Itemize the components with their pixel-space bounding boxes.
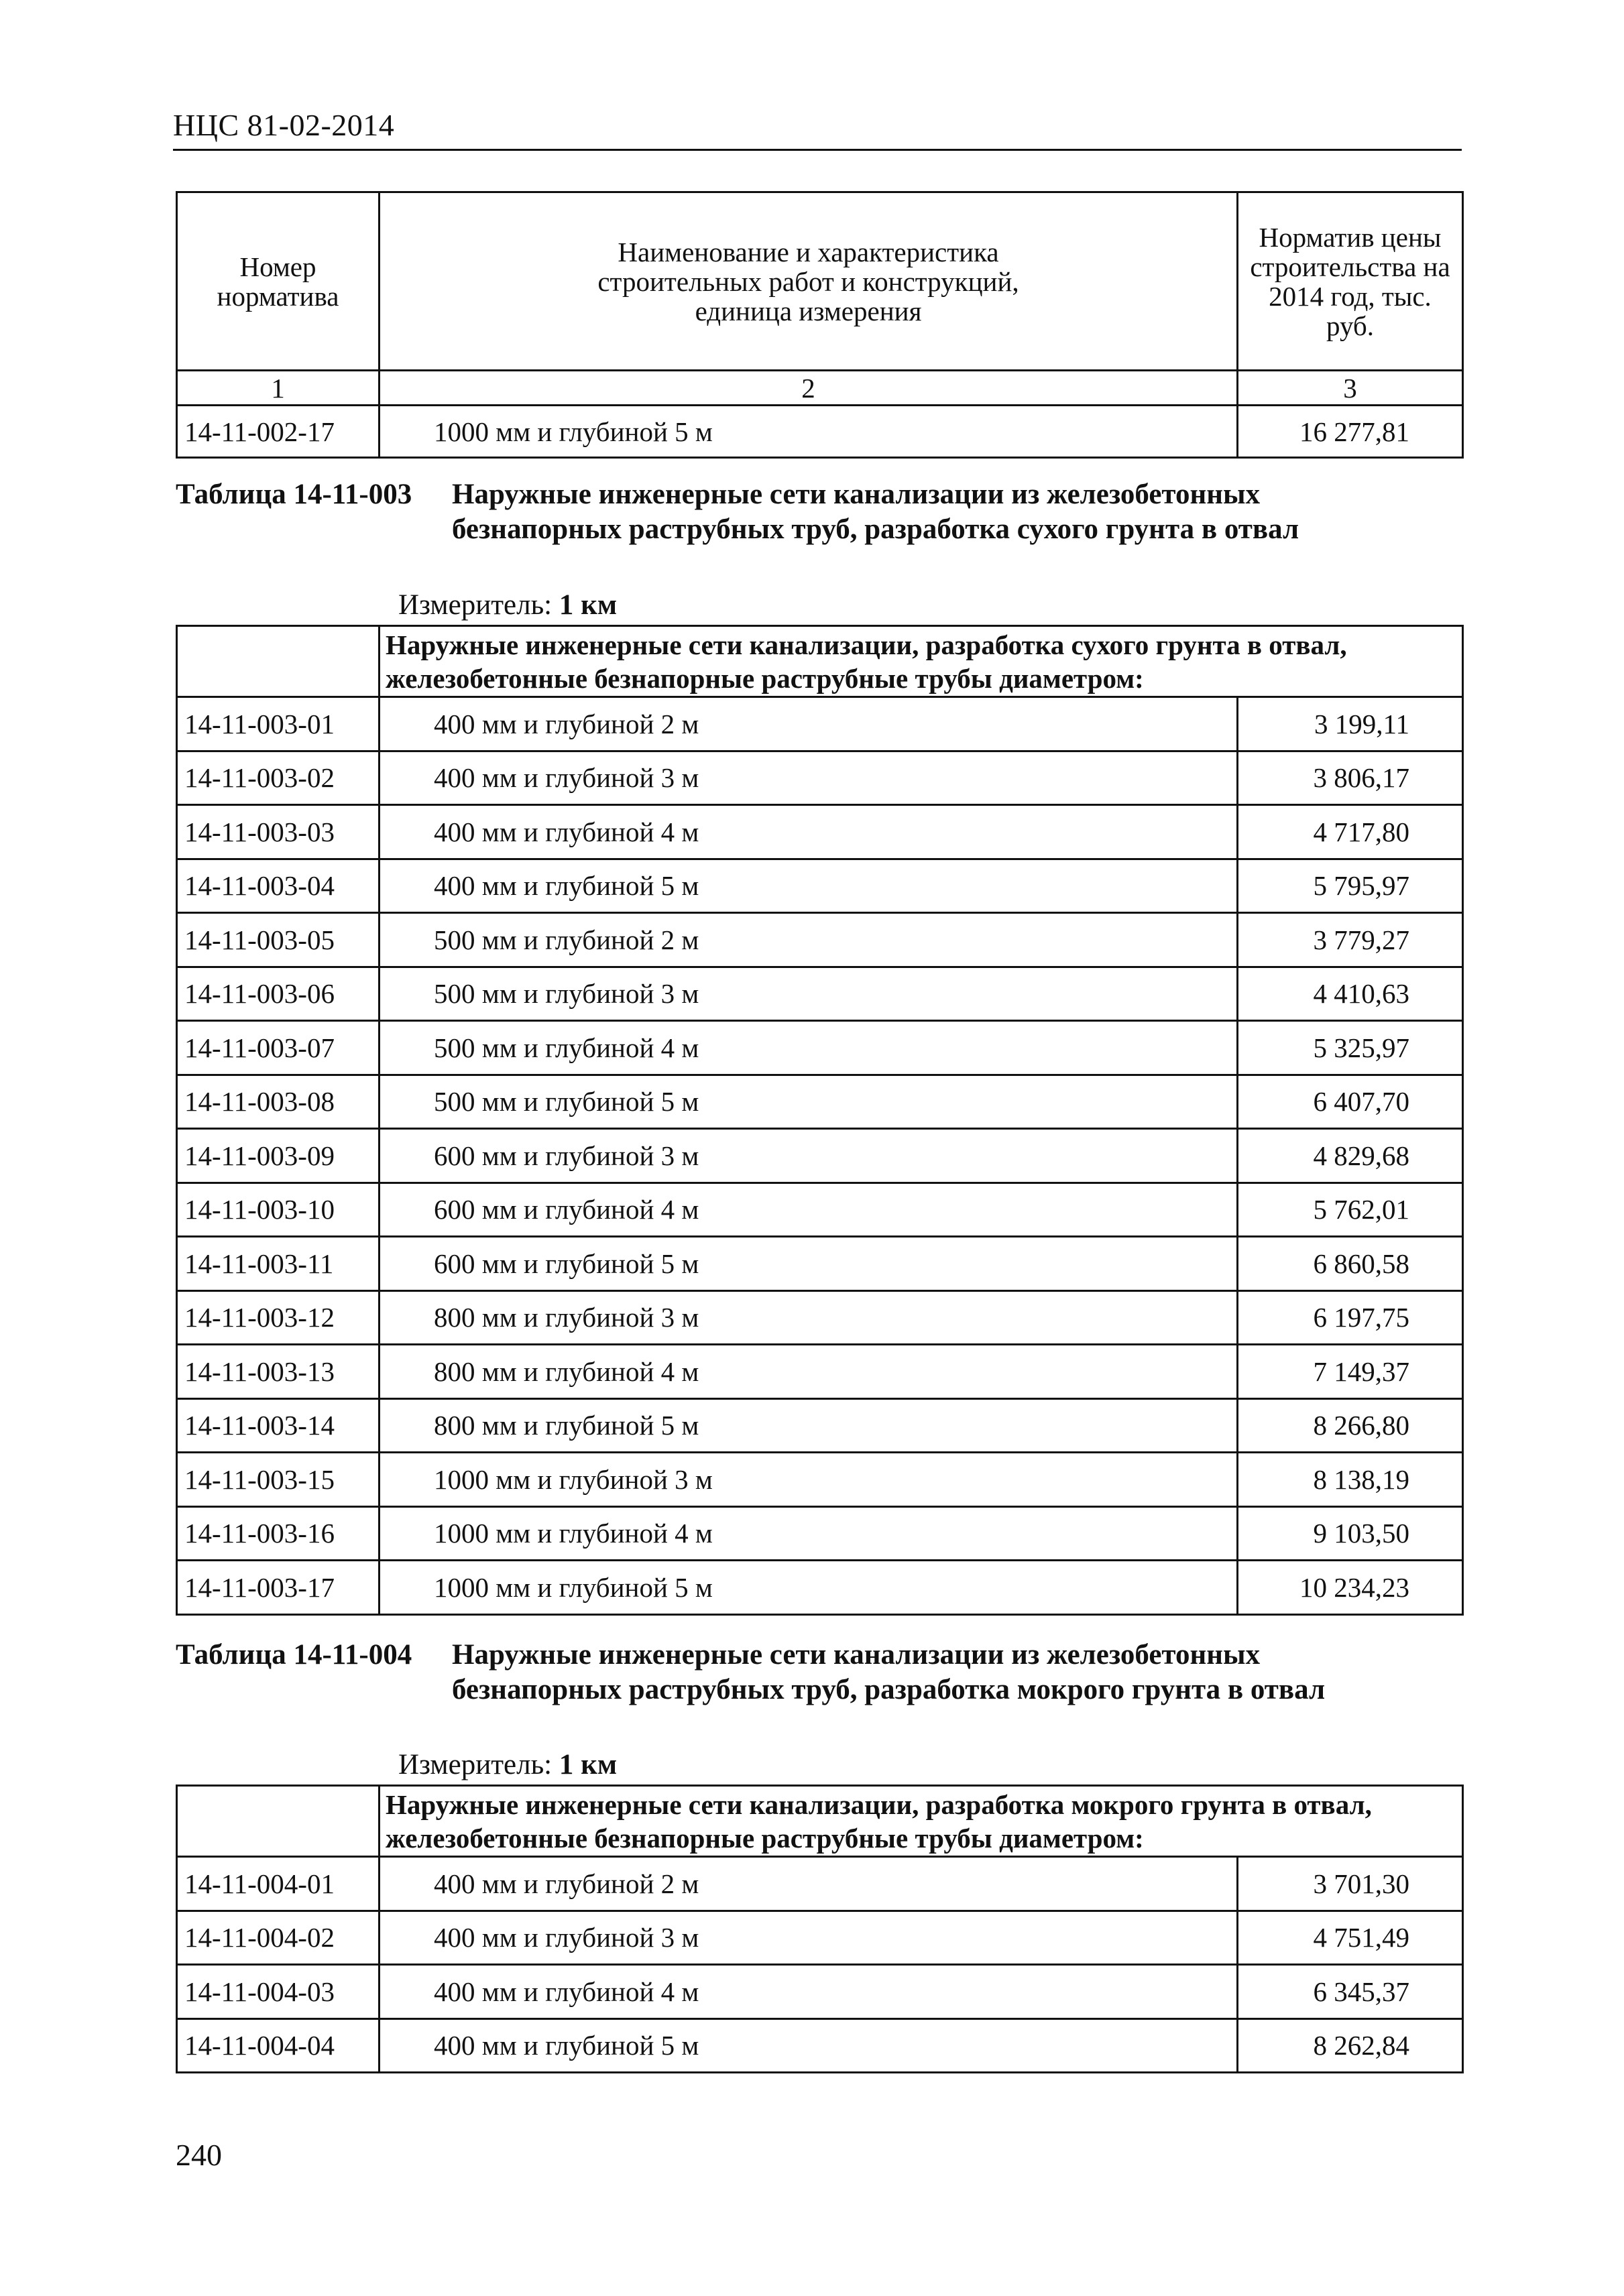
row-name: 400 мм и глубиной 2 м [380,697,1238,751]
row-name: 1000 мм и глубиной 4 м [380,1506,1238,1561]
row-price: 4 717,80 [1238,805,1463,859]
row-code: 14-11-003-13 [177,1345,380,1399]
row-code: 14-11-003-12 [177,1290,380,1345]
column-number: 1 [177,371,380,406]
row-name: 500 мм и глубиной 4 м [380,1021,1238,1075]
table-row [177,1129,1463,1183]
table-row [177,1345,1463,1399]
header-divider [173,149,1462,151]
row-price: 5 762,01 [1238,1183,1463,1237]
table-004-number: Таблица 14-11-004 [176,1639,412,1671]
row-name: 400 мм и глубиной 5 м [380,2018,1238,2073]
column-number: 3 [1238,371,1463,406]
table-row [177,1290,1463,1345]
row-code: 14-11-003-11 [177,1237,380,1291]
row-code: 14-11-003-15 [177,1453,380,1507]
row-code: 14-11-003-01 [177,697,380,751]
table-row [177,1183,1463,1237]
group-header-row [177,626,1463,697]
row-code: 14-11-003-07 [177,1021,380,1075]
column-number: 2 [380,371,1238,406]
header-code: Номер норматива [177,192,380,371]
group-header-row [177,1786,1463,1857]
table-004-body [177,1857,1463,2073]
measure-label: Измеритель: [398,589,553,621]
row-code: 14-11-004-03 [177,1965,380,2019]
row-name: 600 мм и глубиной 4 м [380,1183,1238,1237]
row-name: 800 мм и глубиной 4 м [380,1345,1238,1399]
row-name: 1000 мм и глубиной 5 м [380,406,1238,458]
row-name: 500 мм и глубиной 3 м [380,967,1238,1021]
table-004-measure [398,1748,617,1781]
top-table [176,191,1464,459]
row-name: 500 мм и глубиной 5 м [380,1075,1238,1129]
table-row [177,1398,1463,1453]
row-code: 14-11-003-14 [177,1398,380,1453]
row-price: 8 138,19 [1238,1453,1463,1507]
table-row [177,1857,1463,1911]
header-name: Наименование и характеристика строительных работ и конструкций, единица измерения [380,192,1238,371]
row-code: 14-11-002-17 [177,406,380,458]
row-price: 10 234,23 [1238,1561,1463,1615]
group-title: Наружные инженерные сети канализации, разработка сухого грунта в отвал, железобетонные безнапорные раструбные трубы диаметром: [380,626,1463,697]
row-code: 14-11-003-16 [177,1506,380,1561]
row-price: 3 779,27 [1238,913,1463,967]
row-price: 6 345,37 [1238,1965,1463,2019]
table-row [177,1075,1463,1129]
table-row [177,1965,1463,2019]
table-row [177,1561,1463,1615]
row-price: 5 325,97 [1238,1021,1463,1075]
table-row [177,2018,1463,2073]
table-row [177,1506,1463,1561]
row-name: 400 мм и глубиной 2 м [380,1857,1238,1911]
row-name: 400 мм и глубиной 5 м [380,859,1238,913]
row-code: 14-11-003-08 [177,1075,380,1129]
row-price: 8 262,84 [1238,2018,1463,2073]
row-name: 500 мм и глубиной 2 м [380,913,1238,967]
row-name: 600 мм и глубиной 3 м [380,1129,1238,1183]
row-code: 14-11-004-01 [177,1857,380,1911]
table-row [177,697,1463,751]
row-name: 1000 мм и глубиной 3 м [380,1453,1238,1507]
row-code: 14-11-003-04 [177,859,380,913]
table-row [177,913,1463,967]
row-name: 800 мм и глубиной 3 м [380,1290,1238,1345]
table-row [177,1237,1463,1291]
table-003-title-line1: Наружные инженерные сети канализации из железобетонных [452,479,1261,510]
row-name: 800 мм и глубиной 5 м [380,1398,1238,1453]
measure-unit: 1 км [559,589,618,621]
table-003-number: Таблица 14-11-003 [176,479,412,510]
row-code: 14-11-004-02 [177,1911,380,1965]
table-row [177,406,1463,458]
row-price: 7 149,37 [1238,1345,1463,1399]
row-name: 1000 мм и глубиной 5 м [380,1561,1238,1615]
table-header-row [177,192,1463,371]
table-004-caption [176,1638,1325,1707]
row-code: 14-11-003-10 [177,1183,380,1237]
table-004 [176,1785,1464,2073]
table-row [177,967,1463,1021]
group-title: Наружные инженерные сети канализации, разработка мокрого грунта в отвал, железобетонные безнапорные раструбные трубы диаметром: [380,1786,1463,1857]
row-code: 14-11-003-02 [177,751,380,805]
table-row [177,1453,1463,1507]
group-empty-cell [177,626,380,697]
row-code: 14-11-003-09 [177,1129,380,1183]
row-code: 14-11-003-03 [177,805,380,859]
table-003 [176,625,1464,1616]
row-price: 3 806,17 [1238,751,1463,805]
table-row [177,859,1463,913]
table-row [177,805,1463,859]
row-price: 6 407,70 [1238,1075,1463,1129]
row-name: 400 мм и глубиной 4 м [380,805,1238,859]
measure-label: Измеритель: [398,1749,553,1780]
table-row [177,1911,1463,1965]
row-code: 14-11-003-05 [177,913,380,967]
table-row [177,751,1463,805]
row-name: 400 мм и глубиной 3 м [380,751,1238,805]
column-number-row [177,371,1463,406]
page-number: 240 [176,2138,222,2172]
row-code: 14-11-003-06 [177,967,380,1021]
row-price: 16 277,81 [1238,406,1463,458]
row-price: 6 197,75 [1238,1290,1463,1345]
row-code: 14-11-003-17 [177,1561,380,1615]
table-003-measure [398,589,617,621]
document-code: НЦС 81-02-2014 [173,108,395,142]
header-price: Норматив цены строительства на 2014 год, тыс. руб. [1238,192,1463,371]
table-003-title-line2: безнапорных раструбных труб, разработка сухого грунта в отвал [452,513,1299,545]
table-003-body [177,697,1463,1615]
row-price: 3 701,30 [1238,1857,1463,1911]
row-price: 3 199,11 [1238,697,1463,751]
row-code: 14-11-004-04 [177,2018,380,2073]
row-name: 400 мм и глубиной 4 м [380,1965,1238,2019]
row-name: 600 мм и глубиной 5 м [380,1237,1238,1291]
table-004-title-line2: безнапорных раструбных труб, разработка мокрого грунта в отвал [452,1674,1326,1705]
group-empty-cell [177,1786,380,1857]
row-price: 4 410,63 [1238,967,1463,1021]
row-price: 6 860,58 [1238,1237,1463,1291]
table-003-caption [176,477,1299,547]
row-name: 400 мм и глубиной 3 м [380,1911,1238,1965]
measure-unit: 1 км [559,1749,618,1780]
row-price: 5 795,97 [1238,859,1463,913]
row-price: 4 751,49 [1238,1911,1463,1965]
table-004-title-line1: Наружные инженерные сети канализации из железобетонных [452,1639,1261,1671]
row-price: 4 829,68 [1238,1129,1463,1183]
row-price: 9 103,50 [1238,1506,1463,1561]
table-row [177,1021,1463,1075]
row-price: 8 266,80 [1238,1398,1463,1453]
